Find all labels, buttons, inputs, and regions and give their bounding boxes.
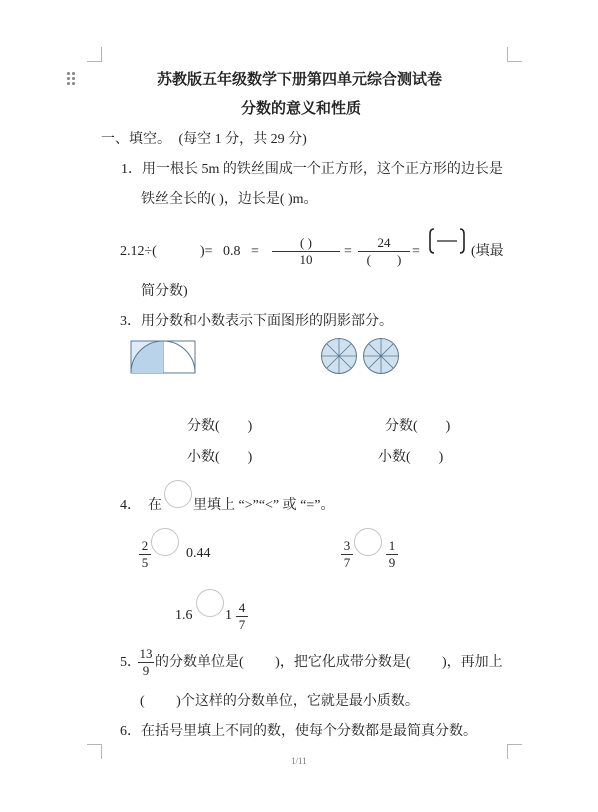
- fraction-numerator: ( ): [300, 235, 312, 250]
- question-3-text: 3．用分数和小数表示下面图形的阴影部分。: [120, 314, 393, 329]
- decimal-answer-label-left: 小数( ): [187, 450, 253, 465]
- fraction-denominator: 7: [343, 555, 351, 570]
- compare-b-fraction: [341, 539, 353, 570]
- question-1-line-2: 铁丝全长的( )，边长是( )m。: [141, 192, 318, 207]
- divided-circles-figure: [319, 336, 403, 376]
- shaded-quarter-circle-figure: [130, 340, 196, 376]
- fraction-numerator: 4: [238, 600, 246, 615]
- question-4-post: 里填上 “>”“<” 或 “=”。: [193, 498, 335, 513]
- fraction-numerator: 3: [343, 538, 351, 553]
- corner-mark-bottom-right: [507, 744, 522, 759]
- compare-c-left: 1.6: [175, 608, 193, 623]
- decimal-answer-label-right: 小数( ): [378, 450, 444, 465]
- page-number: 1/11: [291, 756, 307, 766]
- fraction-numerator: 24: [377, 235, 391, 250]
- fraction-denominator: 10: [299, 252, 313, 267]
- fraction-bracket-box: [428, 226, 466, 256]
- question-2-prefix: 2.12÷(: [120, 244, 157, 259]
- question-2-fraction-2: [358, 236, 410, 267]
- question-1-line-1: 1．用一根长 5m 的铁丝围成一个正方形，这个正方形的边长是: [121, 162, 503, 177]
- compare-a-fraction: [139, 539, 151, 570]
- corner-mark-top-right: [507, 47, 522, 62]
- section-score-note: (每空 1 分，共 29 分): [178, 132, 307, 147]
- fraction-denominator: ( ): [366, 252, 402, 267]
- fraction-denominator: 9: [388, 555, 396, 570]
- question-6-text: 6．在括号里填上不同的数，使每个分数都是最简真分数。: [120, 724, 477, 739]
- compare-a-right: 0.44: [186, 546, 211, 561]
- fraction-answer-label-right: 分数( ): [385, 419, 451, 434]
- compare-b-right-fraction: [386, 539, 398, 570]
- question-5-fraction: [138, 647, 154, 678]
- compare-c-fraction: [236, 601, 248, 632]
- fraction-denominator: 7: [238, 617, 246, 632]
- fraction-numerator: 1: [388, 538, 396, 553]
- fraction-numerator: 13: [139, 646, 153, 661]
- section-heading: [101, 131, 307, 149]
- compare-c-whole: 1: [225, 608, 232, 623]
- corner-mark-bottom-left: [87, 744, 102, 759]
- question-2-eq1: )= 0.8 =: [200, 244, 259, 259]
- question-2-eq3: =: [412, 244, 420, 259]
- question-2-line-2: 简分数): [141, 284, 188, 299]
- section-heading-label: 一、填空。: [101, 132, 171, 147]
- question-5-text: 的分数单位是( )，把它化成带分数是( )，再加上: [155, 655, 503, 670]
- drag-handle-icon[interactable]: [67, 72, 76, 86]
- question-2-suffix: (填最: [471, 244, 504, 259]
- page-subtitle: 分数的意义和性质: [241, 99, 362, 117]
- compare-a-circle[interactable]: [151, 528, 179, 556]
- compare-b-circle[interactable]: [354, 528, 382, 556]
- corner-mark-top-left: [87, 47, 102, 62]
- compare-circle-instruction: [164, 480, 192, 508]
- question-2-fraction-1: [272, 236, 340, 267]
- compare-c-circle[interactable]: [196, 589, 224, 617]
- question-4-pre: 在: [148, 498, 162, 513]
- fraction-numerator: 2: [141, 538, 149, 553]
- page-title: 苏教版五年级数学下册第四单元综合测试卷: [157, 70, 443, 88]
- fraction-denominator: 9: [142, 663, 150, 678]
- question-5-line-2: ( )个这样的分数单位，它就是最小质数。: [140, 694, 419, 709]
- fraction-answer-label-left: 分数( ): [187, 419, 253, 434]
- question-4-number: 4．: [120, 498, 141, 513]
- fraction-denominator: 5: [141, 555, 149, 570]
- question-5-number: 5．: [120, 655, 141, 670]
- question-2-eq2: =: [344, 244, 352, 259]
